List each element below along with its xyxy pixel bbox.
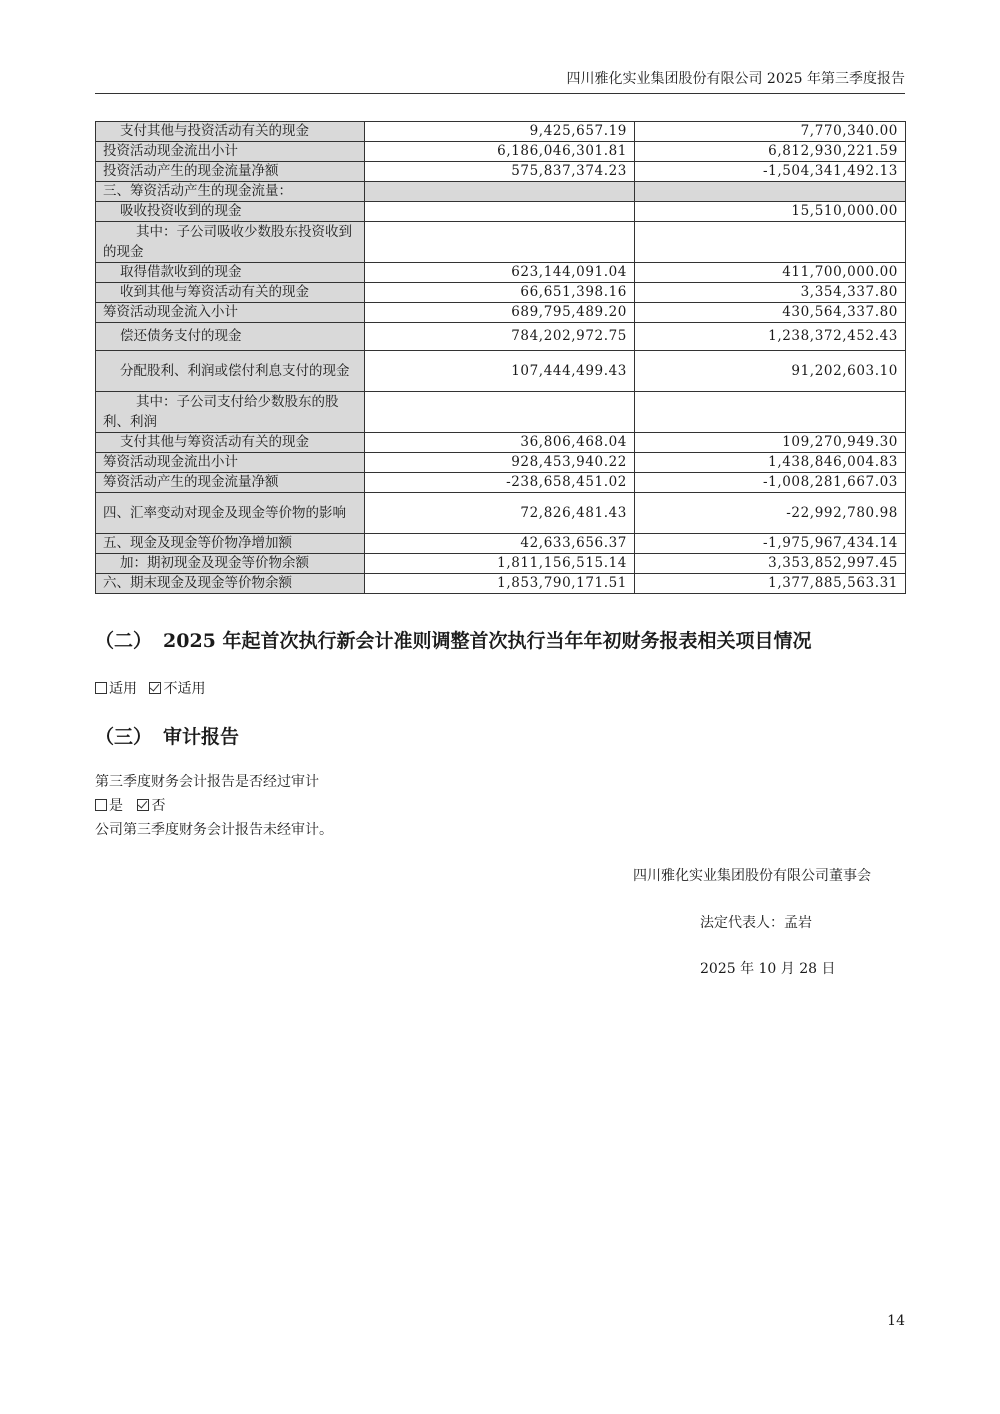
- section-3-heading: [95, 722, 239, 749]
- table-row: [96, 323, 906, 351]
- value-prior: 7,770,340.00: [635, 122, 906, 142]
- value-prior: 3,353,852,997.45: [635, 554, 906, 574]
- value-current: 42,633,656.37: [365, 534, 635, 554]
- audit-question: 第三季度财务会计报告是否经过审计: [95, 774, 319, 790]
- row-label: 支付其他与筹资活动有关的现金: [96, 433, 365, 453]
- value-prior: [635, 182, 906, 202]
- value-prior: -1,504,341,492.13: [635, 162, 906, 182]
- audit-statement: 公司第三季度财务会计报告未经审计。: [95, 822, 333, 838]
- row-label: 四、汇率变动对现金及现金等价物的影响: [96, 493, 365, 534]
- page-header: [95, 70, 905, 94]
- value-prior: 1,238,372,452.43: [635, 323, 906, 351]
- cash-flow-table: [95, 121, 906, 594]
- row-label: 吸收投资收到的现金: [96, 202, 365, 222]
- row-label: 其中：子公司吸收少数股东投资收到的现金: [96, 222, 365, 263]
- value-prior: 1,438,846,004.83: [635, 453, 906, 473]
- value-current: [365, 182, 635, 202]
- row-label: 取得借款收到的现金: [96, 263, 365, 283]
- value-current: 575,837,374.23: [365, 162, 635, 182]
- table-row: [96, 162, 906, 182]
- option-yes-label: 是: [109, 798, 123, 814]
- section-2-number: （二）: [95, 630, 153, 652]
- value-prior: 6,812,930,221.59: [635, 142, 906, 162]
- value-prior: 15,510,000.00: [635, 202, 906, 222]
- value-current: 6,186,046,301.81: [365, 142, 635, 162]
- option-not-applicable-label: 不适用: [163, 681, 206, 697]
- row-label: 加：期初现金及现金等价物余额: [96, 554, 365, 574]
- row-label: 其中：子公司支付给少数股东的股利、利润: [96, 392, 365, 433]
- signature-representative: 法定代表人：孟岩: [700, 915, 812, 931]
- table-row: [96, 283, 906, 303]
- table-row: [96, 473, 906, 493]
- row-label: 偿还债务支付的现金: [96, 323, 365, 351]
- value-current: 784,202,972.75: [365, 323, 635, 351]
- table-row: [96, 182, 906, 202]
- value-current: 689,795,489.20: [365, 303, 635, 323]
- section-2-heading: [95, 626, 812, 653]
- value-current: 928,453,940.22: [365, 453, 635, 473]
- value-prior: [635, 392, 906, 433]
- signature-company: 四川雅化实业集团股份有限公司董事会: [633, 868, 871, 884]
- value-prior: 91,202,603.10: [635, 351, 906, 392]
- checkbox-no[interactable]: [137, 799, 149, 811]
- row-label: 投资活动现金流出小计: [96, 142, 365, 162]
- option-no-label: 否: [151, 798, 166, 814]
- section-2-title: 2025 年起首次执行新会计准则调整首次执行当年年初财务报表相关项目情况: [163, 630, 812, 652]
- checkbox-applicable[interactable]: [95, 682, 107, 694]
- page-number: 14: [887, 1313, 905, 1329]
- value-current: 72,826,481.43: [365, 493, 635, 534]
- row-label: 投资活动产生的现金流量净额: [96, 162, 365, 182]
- applicability-options: [95, 679, 205, 699]
- checkbox-not-applicable[interactable]: [149, 682, 161, 694]
- section-3-title: 审计报告: [163, 726, 240, 748]
- value-prior: 430,564,337.80: [635, 303, 906, 323]
- value-current: [365, 222, 635, 263]
- row-label: 分配股利、利润或偿付利息支付的现金: [96, 351, 365, 392]
- table-row: [96, 534, 906, 554]
- option-applicable-label: 适用: [109, 681, 137, 697]
- row-label: 筹资活动现金流入小计: [96, 303, 365, 323]
- value-prior: 1,377,885,563.31: [635, 574, 906, 594]
- table-row: [96, 392, 906, 433]
- row-label: 支付其他与投资活动有关的现金: [96, 122, 365, 142]
- value-prior: -1,975,967,434.14: [635, 534, 906, 554]
- value-prior: -22,992,780.98: [635, 493, 906, 534]
- table-row: [96, 263, 906, 283]
- table-row: [96, 493, 906, 534]
- value-prior: -1,008,281,667.03: [635, 473, 906, 493]
- table-row: [96, 574, 906, 594]
- table-row: [96, 351, 906, 392]
- value-current: 107,444,499.43: [365, 351, 635, 392]
- value-current: [365, 392, 635, 433]
- value-current: [365, 202, 635, 222]
- audit-options: [95, 796, 165, 816]
- value-current: 66,651,398.16: [365, 283, 635, 303]
- table-row: [96, 453, 906, 473]
- table-row: [96, 122, 906, 142]
- value-prior: [635, 222, 906, 263]
- row-label: 六、期末现金及现金等价物余额: [96, 574, 365, 594]
- row-label: 五、现金及现金等价物净增加额: [96, 534, 365, 554]
- value-current: 623,144,091.04: [365, 263, 635, 283]
- checkbox-yes[interactable]: [95, 799, 107, 811]
- table-row: [96, 222, 906, 263]
- value-current: 1,811,156,515.14: [365, 554, 635, 574]
- row-label: 筹资活动现金流出小计: [96, 453, 365, 473]
- row-label: 筹资活动产生的现金流量净额: [96, 473, 365, 493]
- signature-date: 2025 年 10 月 28 日: [700, 961, 836, 977]
- table-row: [96, 142, 906, 162]
- value-current: 1,853,790,171.51: [365, 574, 635, 594]
- table-row: [96, 202, 906, 222]
- value-current: 36,806,468.04: [365, 433, 635, 453]
- table-row: [96, 303, 906, 323]
- table-row: [96, 433, 906, 453]
- table-row: [96, 554, 906, 574]
- value-current: -238,658,451.02: [365, 473, 635, 493]
- value-prior: 109,270,949.30: [635, 433, 906, 453]
- header-title: 四川雅化实业集团股份有限公司 2025 年第三季度报告: [566, 71, 905, 87]
- row-label: 三、筹资活动产生的现金流量：: [96, 182, 365, 202]
- value-prior: 3,354,337.80: [635, 283, 906, 303]
- section-3-number: （三）: [95, 726, 153, 748]
- value-current: 9,425,657.19: [365, 122, 635, 142]
- row-label: 收到其他与筹资活动有关的现金: [96, 283, 365, 303]
- value-prior: 411,700,000.00: [635, 263, 906, 283]
